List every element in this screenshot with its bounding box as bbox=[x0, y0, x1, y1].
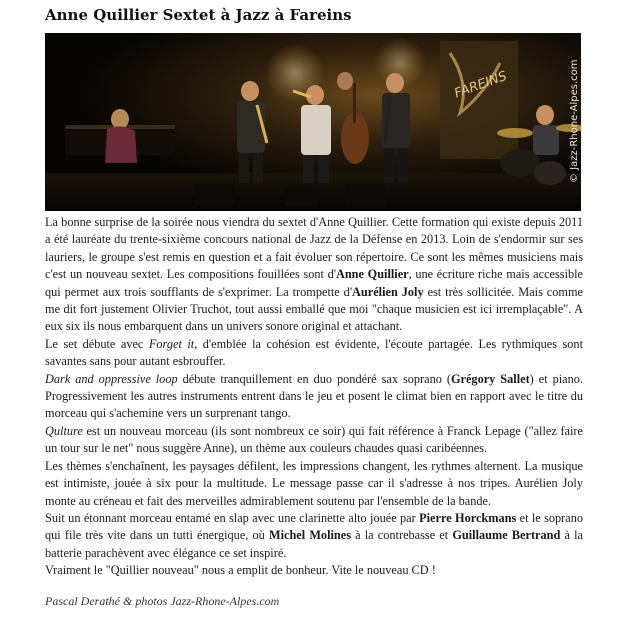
text-run: Suit un étonnant morceau entamé en slap avec une clarinette alto jouée par bbox=[45, 510, 420, 525]
article-paragraph bbox=[45, 458, 583, 510]
text-run: Les thèmes s'enchaînent, les paysages défilent, les impressions changent, les rythmes alternent. La musique est intimiste, jouée à six pour la multitude. Le message passe car il s'adresse à nos tripes. Aurélien Joly monte au créneau et fait des merveilles admirablement soutenu par l'ensemble de la bande. bbox=[45, 458, 583, 508]
text-run: Vraiment le "Quillier nouveau" nous a emplit de bonheur. Vite le nouveau CD ! bbox=[45, 563, 436, 578]
musician-name: Guillaume Bertrand bbox=[452, 528, 561, 543]
photo-credit: Pascal Derathé & photos Jazz-Rhone-Alpes.com bbox=[45, 594, 280, 608]
article-paragraph bbox=[45, 510, 583, 562]
text-run: à la contrebasse et bbox=[351, 528, 453, 543]
musician-name: Pierre Horckmans bbox=[419, 510, 517, 525]
musician-name: Anne Quillier bbox=[335, 267, 409, 282]
text-run: débute tranquillement en duo pondéré sax soprano ( bbox=[177, 371, 451, 386]
text-run: est très sollicitée. Mais comme me dit fort justement Olivier Truchot, tout aussi emballé que moi "chaque musicien est ici irremplaçable". A eux six ils nous embarquent dans un univers sonore original et attachant. bbox=[45, 284, 583, 334]
musician-name: Aurélien Joly bbox=[352, 284, 424, 299]
tune-title: Dark and oppressive loop bbox=[45, 371, 178, 386]
musician-name: Michel Molines bbox=[268, 528, 351, 543]
tune-title: Forget it bbox=[148, 336, 195, 351]
text-run: et le soprano qui file très vite dans un tutti énergique, où bbox=[45, 510, 584, 543]
article-paragraph bbox=[45, 214, 583, 336]
banner-text: FAREINS bbox=[452, 68, 509, 102]
text-run: à la batterie parachèvent avec élégance ce set inspiré. bbox=[45, 528, 583, 560]
text-run: ) et piano. Progressivement les autres instruments entrent dans le jeu et posent le climat bien en rapport avec le titre du morceau qui s'achemine vers un surprenant tango. bbox=[45, 371, 583, 421]
photo-watermark: © Jazz-Rhone-Alpes.com bbox=[569, 59, 580, 183]
text-run: Le set débute avec bbox=[45, 336, 149, 351]
tune-title: Qulture bbox=[45, 423, 83, 438]
article-body bbox=[45, 214, 583, 580]
article-paragraph bbox=[45, 371, 583, 423]
article-title: Anne Quillier Sextet à Jazz à Fareins bbox=[45, 6, 352, 24]
musician-name: Grégory Sallet bbox=[450, 371, 530, 386]
article-paragraph bbox=[45, 423, 583, 458]
article-paragraph bbox=[45, 562, 583, 579]
concert-photo bbox=[45, 33, 581, 211]
text-run: La bonne surprise de la soirée nous viendra du sextet d'Anne Quillier. Cette formation qui existe depuis 2011 a été lauréate du trente-sixième concours national de Jazz de la Défense en 2013. Loin de s'endormir sur ses lauriers, le groupe s'est remis en question et a fait évoluer son répertoire. Ce sont les mêmes musiciens mais c'est un nouveau sextet. Les compositions fouillées sont d' bbox=[45, 215, 583, 282]
text-run: , une écriture riche mais accessible qui permet aux trois soufflants de s'exprimer. La trompette d' bbox=[45, 267, 584, 299]
text-run: est un nouveau morceau (ils sont nombreux ce soir) qui fait référence à Franck Lepage ("allez faire un tour sur le net" nous suggère Anne), un thème aux couleurs chaudes quasi caribéennes. bbox=[45, 423, 583, 456]
text-run: , d'emblée la cohésion est évidente, l'écoute partagée. Les rythmiques sont savantes sans pour autant esbrouffer. bbox=[45, 336, 583, 369]
article-paragraph bbox=[45, 336, 583, 371]
